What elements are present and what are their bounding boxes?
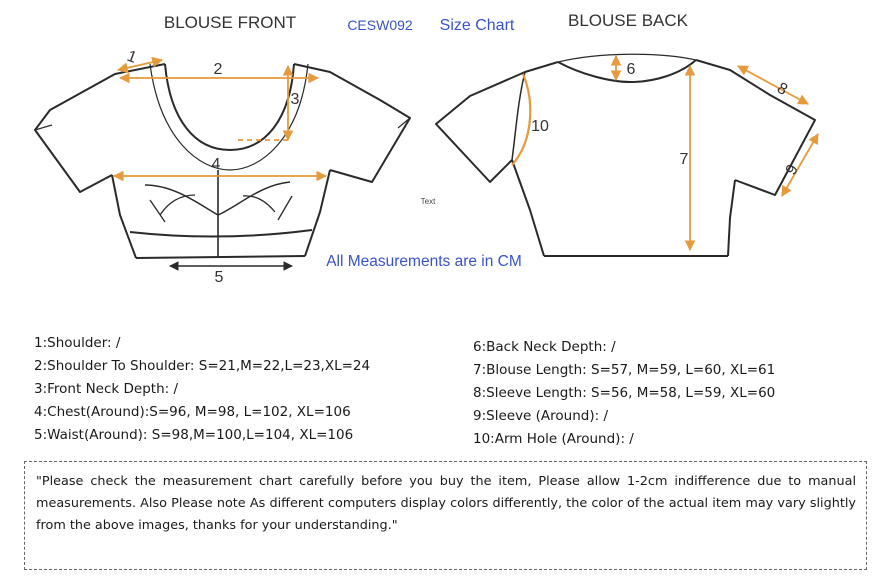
back-title: BLOUSE BACK [568,11,688,30]
measurement-item: 8:Sleeve Length: S=56, M=58, L=59, XL=60 [473,385,776,401]
disclaimer-box: "Please check the measurement chart carefully before you buy the item, Please allow 1-2cm indifference due to manual measurements. Also Please note As different computers display colors differently, the color of the actual item may vary slightly from the above images, thanks for your understanding." [24,461,867,570]
back-measure-lines [512,56,818,250]
marker-6: 6 [626,61,636,78]
sleeve-length-line [738,66,808,104]
product-code: CESW092 [347,17,413,33]
front-title: BLOUSE FRONT [163,13,297,32]
marker-7: 7 [679,151,689,168]
measurement-item: 4:Chest(Around):S=96, M=98, L=102, XL=106 [34,404,351,420]
measurement-item: 6:Back Neck Depth: / [473,339,616,355]
units-note: All Measurements are in CM [326,253,522,270]
small-text-label: Text [420,197,436,206]
marker-1: 1 [124,47,139,67]
measurement-item: 9:Sleeve (Around): / [473,408,609,424]
back-blouse-outline [436,54,815,256]
measurement-item: 5:Waist(Around): S=98,M=100,L=104, XL=106 [34,427,354,443]
measurement-item: 2:Shoulder To Shoulder: S=21,M=22,L=23,XL=24 [34,358,371,374]
measurement-item: 10:Arm Hole (Around): / [473,431,634,447]
measurement-item: 1:Shoulder: / [34,335,121,351]
marker-10: 10 [531,118,549,135]
marker-2: 2 [213,61,223,78]
measurement-item: 7:Blouse Length: S=57, M=59, L=60, XL=61 [473,362,776,378]
measurement-list-right [473,336,775,451]
marker-4: 4 [211,156,221,173]
marker-9: 9 [782,161,802,178]
marker-3: 3 [290,91,300,108]
chart-title: Size Chart [439,17,515,34]
measurement-item: 3:Front Neck Depth: / [34,381,179,397]
front-blouse-outline [35,64,410,258]
measurement-list-left [34,332,370,447]
marker-8: 8 [774,79,791,99]
marker-5: 5 [214,269,224,286]
